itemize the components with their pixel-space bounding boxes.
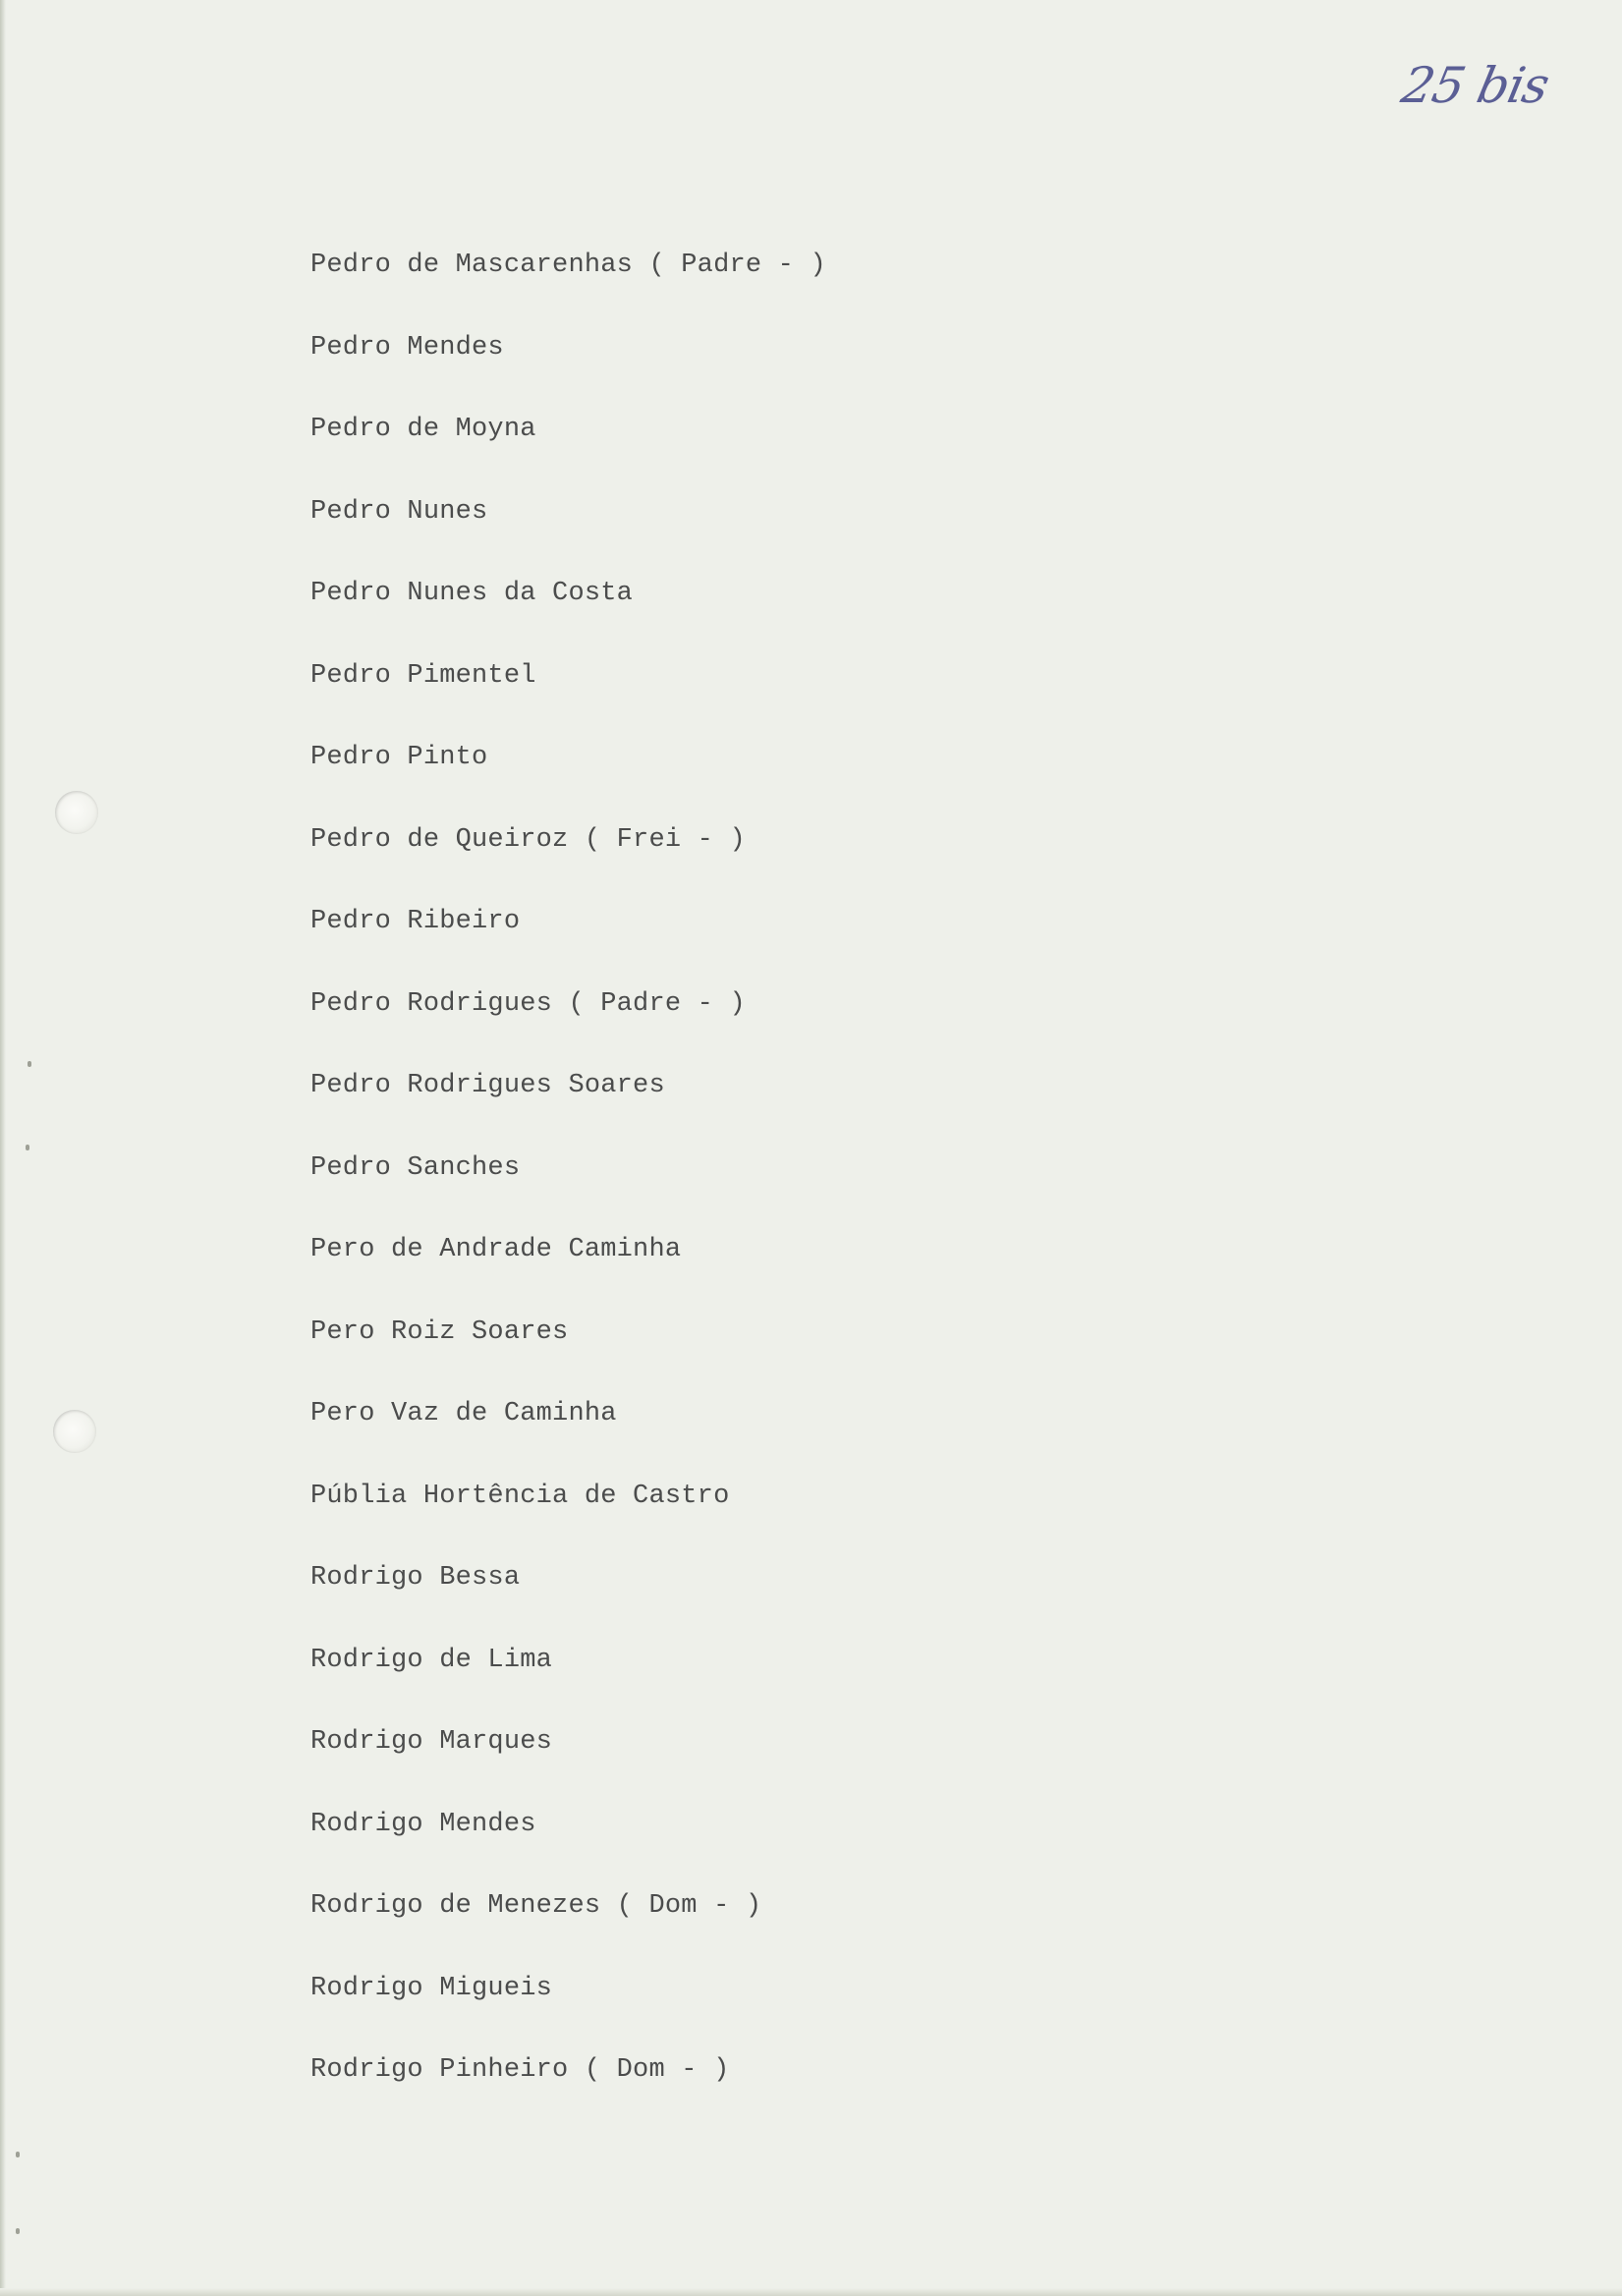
list-item: Rodrigo de Menezes ( Dom - )	[310, 1891, 762, 1921]
list-item: Pedro Pinto	[310, 743, 488, 772]
list-item: Pedro Nunes	[310, 496, 488, 527]
paper-speck	[16, 2152, 20, 2157]
list-item: Pedro Rodrigues Soares	[310, 1071, 665, 1100]
list-item: Pero de Andrade Caminha	[310, 1235, 682, 1264]
list-item: Públia Hortência de Castro	[310, 1481, 730, 1511]
list-item: Rodrigo Mendes	[310, 1809, 536, 1839]
list-item: Pero Vaz de Caminha	[310, 1399, 617, 1428]
list-item: Rodrigo Migueis	[310, 1973, 553, 2003]
list-item: Rodrigo Marques	[310, 1727, 553, 1757]
list-item: Pero Roiz Soares	[310, 1316, 569, 1347]
list-item: Pedro Ribeiro	[310, 907, 521, 936]
list-item: Pedro Nunes da Costa	[310, 579, 634, 608]
list-item: Pedro de Mascarenhas ( Padre - )	[310, 251, 826, 280]
paper-speck	[26, 1145, 29, 1150]
list-item: Rodrigo Bessa	[310, 1563, 521, 1593]
list-item: Pedro de Queiroz ( Frei - )	[310, 824, 746, 855]
paper-speck	[16, 2228, 20, 2234]
list-item: Pedro Mendes	[310, 332, 504, 363]
list-item: Rodrigo Pinheiro ( Dom - )	[310, 2055, 730, 2085]
page-bottom-edge	[0, 2288, 1622, 2296]
name-list	[310, 246, 826, 2133]
punch-hole-icon	[53, 1410, 96, 1453]
punch-hole-icon	[55, 791, 98, 834]
list-item: Pedro de Moyna	[310, 415, 536, 444]
list-item: Pedro Rodrigues ( Padre - )	[310, 988, 746, 1019]
list-item: Rodrigo de Lima	[310, 1645, 553, 1675]
handwritten-page-number: 25 bis	[1396, 57, 1554, 114]
list-item: Pedro Pimentel	[310, 660, 536, 691]
page-edge-shadow	[0, 0, 6, 2296]
paper-speck	[28, 1061, 31, 1067]
list-item: Pedro Sanches	[310, 1152, 521, 1183]
